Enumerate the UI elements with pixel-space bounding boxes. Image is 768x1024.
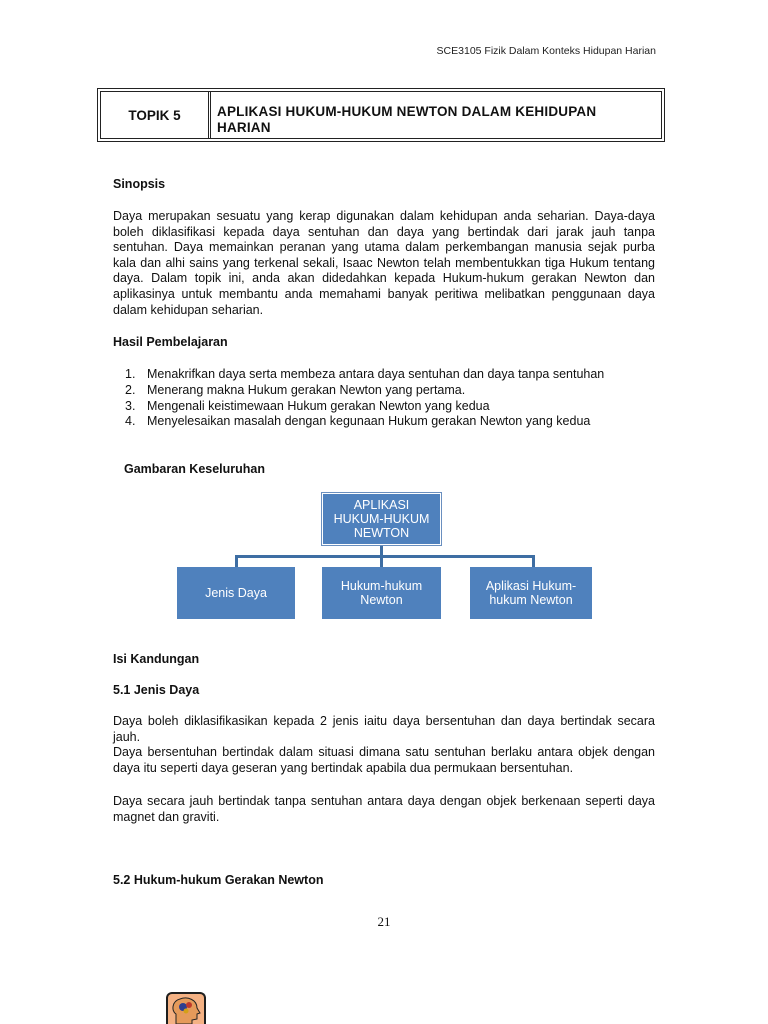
connector-vertical-root — [380, 545, 383, 557]
diagram-node-jenis-daya: Jenis Daya — [177, 567, 295, 619]
outcomes-heading: Hasil Pembelajaran — [113, 335, 228, 349]
list-item: 2. Menerang makna Hukum gerakan Newton yang pertama. — [125, 382, 466, 397]
section-5-2-heading: 5.2 Hukum-hukum Gerakan Newton — [113, 873, 324, 887]
section-5-1-heading: 5.1 Jenis Daya — [113, 683, 200, 697]
connector-horizontal — [235, 555, 535, 558]
topic-header-box — [100, 91, 662, 139]
connector-right — [532, 555, 535, 567]
synopsis-text: Daya merupakan sesuatu yang kerap digunakan dalam kehidupan anda seharian. Daya-daya boleh diklasifikasi kepada daya sentuhan dan daya yang bertindak dari jarak jauh tanpa sentuhan. Daya memainkan peranan yang utama dalam perkembangan manusia sejak purba kala dan alhi sains yang terkenal sekali, Isaac Newton telah membentukkan tiga Hukum tentang daya. Dalam topik ini, anda akan didedahkan kepada Hukum-hukum gerakan Newton dan aplikasinya untuk membantu anda memahami banyak peritiwa melibatkan penggunaan daya dalam kehidupan seharian. — [113, 209, 655, 317]
list-item: 1. Menakrifkan daya serta membeza antara daya sentuhan dan daya tanpa sentuhan — [125, 367, 605, 381]
diagram-root-node: APLIKASI HUKUM-HUKUM NEWTON — [322, 493, 441, 545]
list-item: 3. Mengenali keistimewaan Hukum gerakan Newton yang kedua — [125, 398, 490, 413]
connector-left — [235, 555, 238, 567]
section-5-1-paragraph-3: Daya secara jauh bertindak tanpa sentuhan antara daya dengan objek berkenaan seperti daya magnet dan graviti. — [113, 794, 655, 824]
topic-label: TOPIK 5 — [101, 92, 211, 138]
contents-heading: Isi Kandungan — [113, 652, 200, 666]
thinking-head-icon — [166, 992, 206, 1024]
outcomes-list — [113, 367, 673, 430]
topic-title: APLIKASI HUKUM-HUKUM NEWTON DALAM KEHIDUPAN HARIAN — [217, 104, 597, 135]
synopsis-heading: Sinopsis — [113, 177, 166, 191]
diagram-node-hukum-newton: Hukum-hukum Newton — [322, 567, 441, 619]
course-reference: SCE3105 Fizik Dalam Konteks Hidupan Harian — [436, 45, 656, 57]
connector-middle — [380, 555, 383, 567]
page-number: 21 — [377, 914, 391, 929]
list-item: 4. Menyelesaikan masalah dengan kegunaan Hukum gerakan Newton yang kedua — [125, 414, 591, 429]
section-5-1-paragraph-2: Daya bersentuhan bertindak dalam situasi dimana satu sentuhan berlaku antara objek dengan daya itu seperti daya geseran yang bertindak apabila dua permukaan bersentuhan. — [113, 745, 655, 775]
overview-heading: Gambaran Keseluruhan — [124, 462, 266, 476]
section-5-1-paragraph-1: Daya boleh diklasifikasikan kepada 2 jenis iaitu daya bersentuhan dan daya bertindak secara jauh. — [113, 714, 655, 744]
diagram-node-aplikasi: Aplikasi Hukum- hukum Newton — [470, 567, 592, 619]
